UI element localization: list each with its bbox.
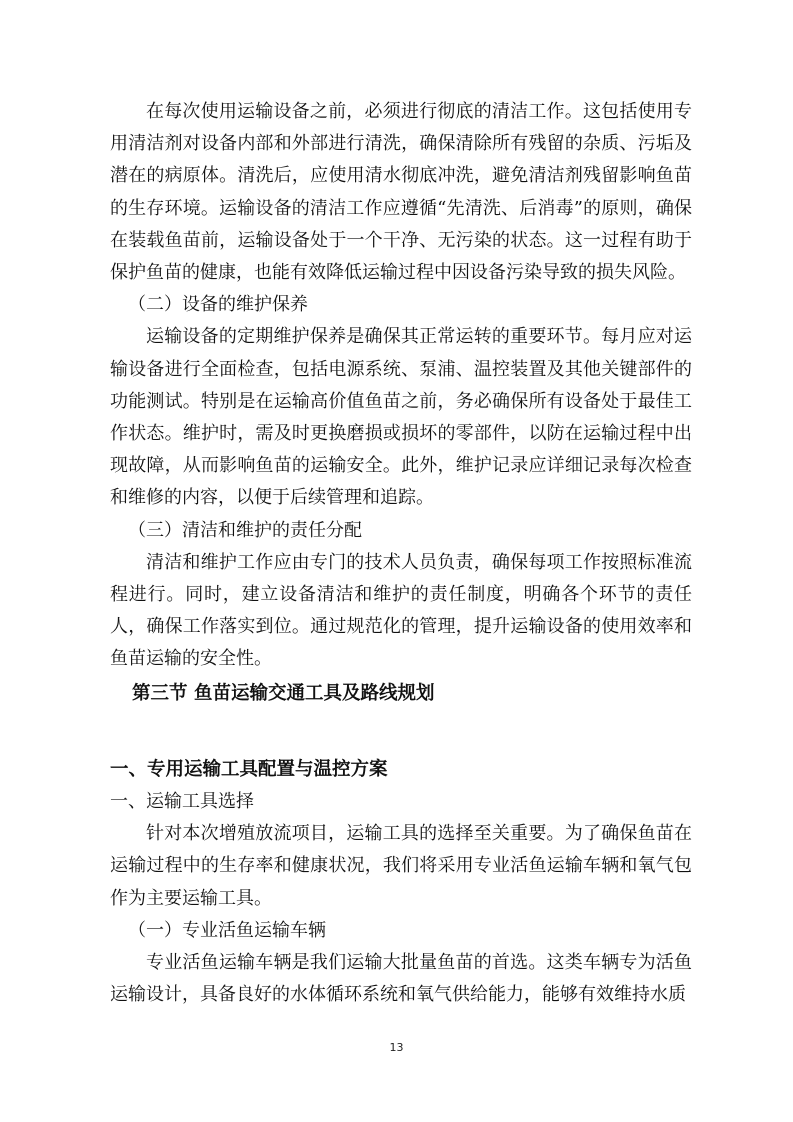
section-title: 第三节 鱼苗运输交通工具及路线规划 <box>132 682 435 704</box>
responsibility-subheading: （三）清洁和维护的责任分配 <box>128 519 362 541</box>
responsibility-paragraph: 清洁和维护工作应由专门的技术人员负责，确保每项工作按照标准流程进行。同时，建立设备清洁和维护的责任制度，明确各个环节的责任人，确保工作落实到位。通过规范化的管理，提升运输设备的使用效率和鱼苗运输的安全性。 <box>110 551 692 670</box>
subheading-tool-selection: 一、运输工具选择 <box>110 791 254 813</box>
maintenance-subheading: （二）设备的维护保养 <box>128 294 308 316</box>
selection-paragraph: 针对本次增殖放流项目，运输工具的选择至关重要。为了确保鱼苗在运输过程中的生存率和健康状况，我们将采用专业活鱼运输车辆和氧气包作为主要运输工具。 <box>110 823 692 909</box>
vehicle-paragraph: 专业活鱼运输车辆是我们运输大批量鱼苗的首选。这类车辆专为活鱼运输设计，具备良好的水体循环系统和氧气供给能力，能够有效维持水质 <box>110 952 692 1006</box>
cleaning-paragraph: 在每次使用运输设备之前，必须进行彻底的清洁工作。这包括使用专用清洁剂对设备内部和外部进行清洗，确保清除所有残留的杂质、污垢及潜在的病原体。清洗后，应使用清水彻底冲洗，避免清洁剂残留影响鱼苗的生存环境。运输设备的清洁工作应遵循“先清洗、后消毒”的原则，确保在装载鱼苗前，运输设备处于一个干净、无污染的状态。这一过程有助于保护鱼苗的健康，也能有效降低运输过程中因设备污染导致的损失风险。 <box>110 101 692 284</box>
vehicle-subheading: （一）专业活鱼运输车辆 <box>128 919 326 941</box>
maintenance-paragraph: 运输设备的定期维护保养是确保其正常运转的重要环节。每月应对运输设备进行全面检查，包括电源系统、泵浦、温控装置及其他关键部件的功能测试。特别是在运输高价值鱼苗之前，务必确保所有设备处于最佳工作状态。维护时，需及时更换磨损或损坏的零部件，以防在运输过程中出现故障，从而影响鱼苗的运输安全。此外，维护记录应详细记录每次检查和维修的内容，以便于后续管理和追踪。 <box>110 326 692 509</box>
page-body <box>110 96 692 1011</box>
heading-transport-tools: 一、专用运输工具配置与温控方案 <box>110 758 388 780</box>
page-number: 13 <box>389 1041 404 1054</box>
